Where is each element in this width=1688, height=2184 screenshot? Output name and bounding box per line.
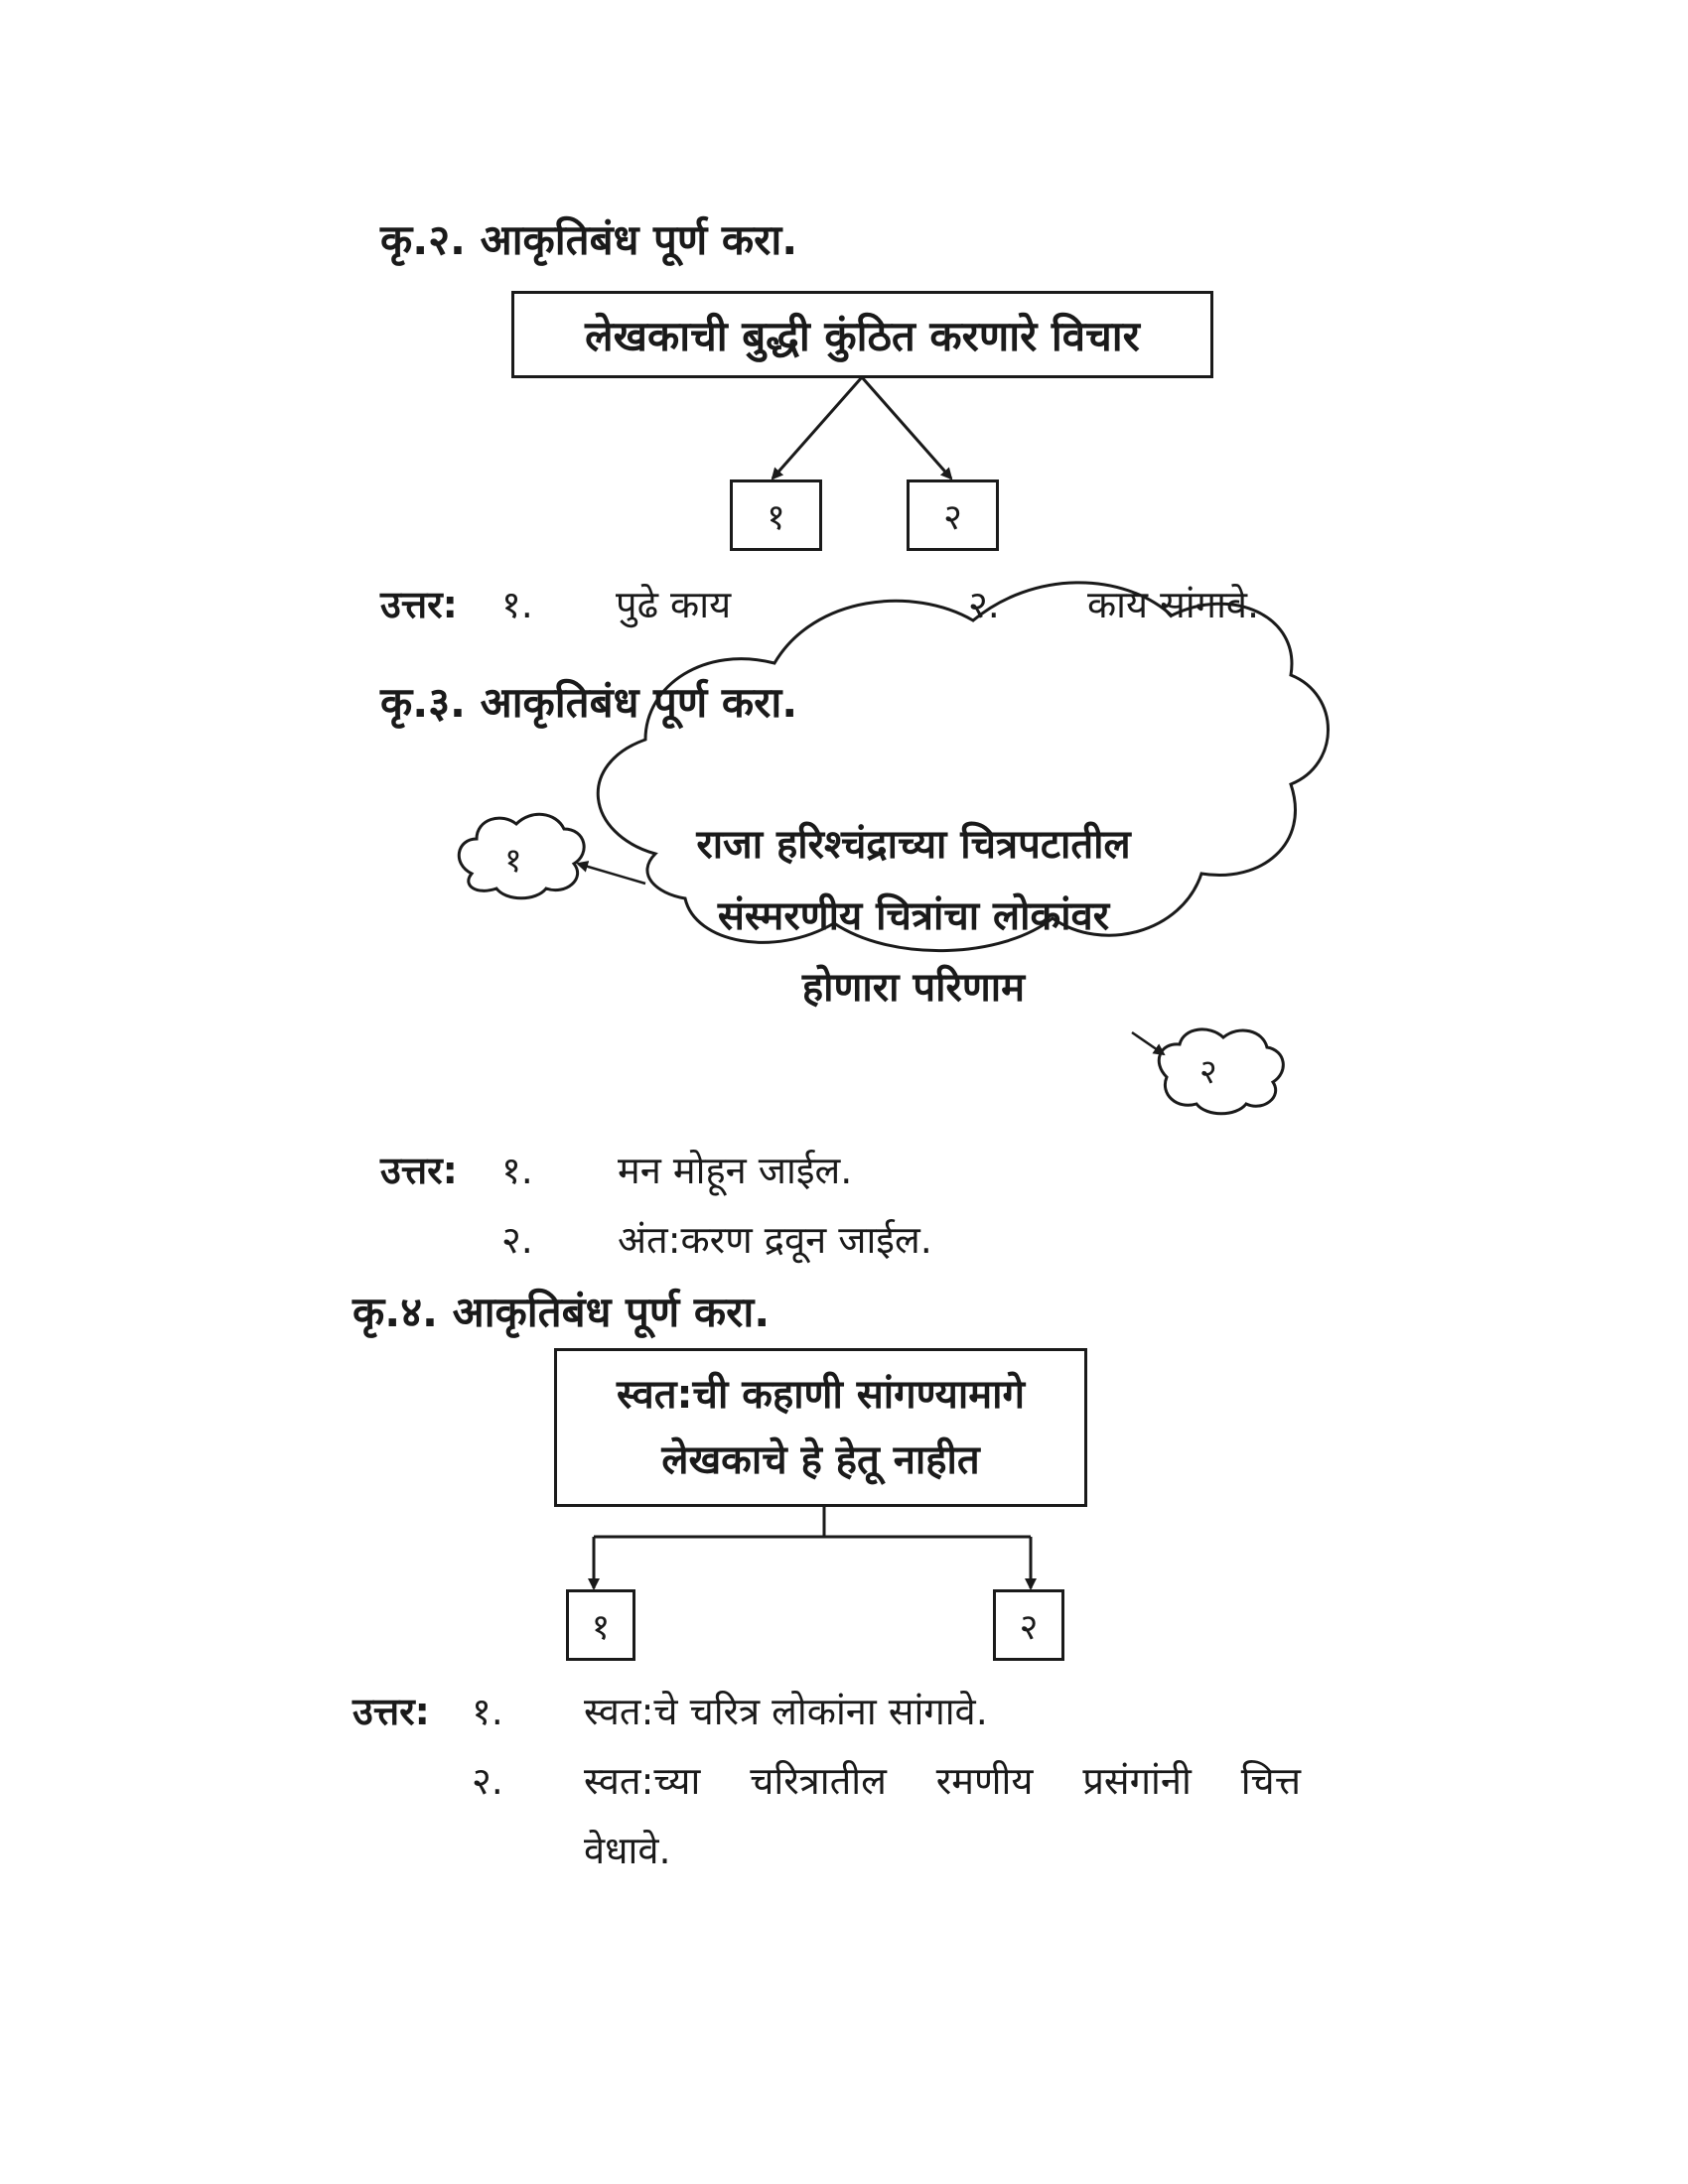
q3-answer-2-text: अंत:करण द्रवून जाईल. xyxy=(618,1218,932,1262)
q2-answer-1-text: पुढे काय xyxy=(616,583,732,626)
q3-arrow-2 xyxy=(1132,1032,1164,1054)
q3-cloud-line-1: राजा हरिश्चंद्राच्या चित्रपटातील xyxy=(696,822,1131,868)
q2-main-box: लेखकाची बुद्धी कुंठित करणारे विचार xyxy=(511,291,1213,378)
q3-cloud2-shape xyxy=(1159,1029,1283,1114)
q4-answer-box-1: १ xyxy=(566,1589,635,1661)
q3-cloud-text xyxy=(635,809,1192,1024)
q3-cloud-line-3: होणारा परिणाम xyxy=(801,965,1026,1011)
q3-cloud-1-number: १ xyxy=(504,841,522,881)
q4-answer-2-line xyxy=(584,1754,1301,1806)
q2-answer-2-number: २. xyxy=(968,583,1000,626)
q2-answer-box-1: १ xyxy=(730,479,822,551)
q4-heading: कृ.४. आकृतिबंध पूर्ण करा. xyxy=(352,1288,771,1336)
q4-answer-2-word: चित्त xyxy=(1240,1759,1301,1803)
q4-answer-box-2: २ xyxy=(993,1589,1064,1661)
q4-answer-2-word: स्वत:च्या xyxy=(584,1759,701,1803)
q4-answer-2-continuation: वेधावे. xyxy=(584,1829,671,1872)
q2-answer-box-2: २ xyxy=(907,479,999,551)
q4-answer-2-word: प्रसंगांनी xyxy=(1082,1759,1192,1803)
q2-answer-1-number: १. xyxy=(501,583,533,626)
q3-cloud-2-number: २ xyxy=(1199,1052,1217,1092)
q4-main-line-1: स्वत:ची कहाणी सांगण्यामागे xyxy=(616,1372,1026,1418)
q2-arrow-left xyxy=(773,377,862,478)
q2-answer-label: उत्तर: xyxy=(380,583,458,626)
q4-answer-label: उत्तर: xyxy=(352,1690,430,1733)
q3-answer-label: उत्तर: xyxy=(380,1149,458,1192)
q3-cloud-line-2: संस्मरणीय चित्रांचा लोकांवर xyxy=(717,893,1110,939)
q3-answer-1-text: मन मोहून जाईल. xyxy=(618,1149,853,1192)
q2-answer-2-text: काय सांगावे. xyxy=(1087,583,1260,626)
q4-main-box xyxy=(554,1348,1087,1507)
q4-main-line-2: लेखकाचे हे हेतू नाहीत xyxy=(661,1437,980,1483)
q3-heading: कृ.३. आकृतिबंध पूर्ण करा. xyxy=(380,678,798,727)
q2-arrow-right xyxy=(862,377,951,478)
q4-answer-2-word: चरित्रातील xyxy=(750,1759,887,1803)
q3-answer-2-number: २. xyxy=(501,1218,533,1262)
q2-heading: कृ.२. आकृतिबंध पूर्ण करा. xyxy=(380,215,798,264)
q4-answer-2-word: रमणीय xyxy=(935,1759,1034,1803)
q4-answer-2-number: २. xyxy=(472,1759,503,1803)
q3-answer-1-number: १. xyxy=(501,1149,533,1192)
q4-answer-1-number: १. xyxy=(472,1690,503,1733)
q4-answer-1-text: स्वत:चे चरित्र लोकांना सांगावे. xyxy=(584,1690,988,1733)
